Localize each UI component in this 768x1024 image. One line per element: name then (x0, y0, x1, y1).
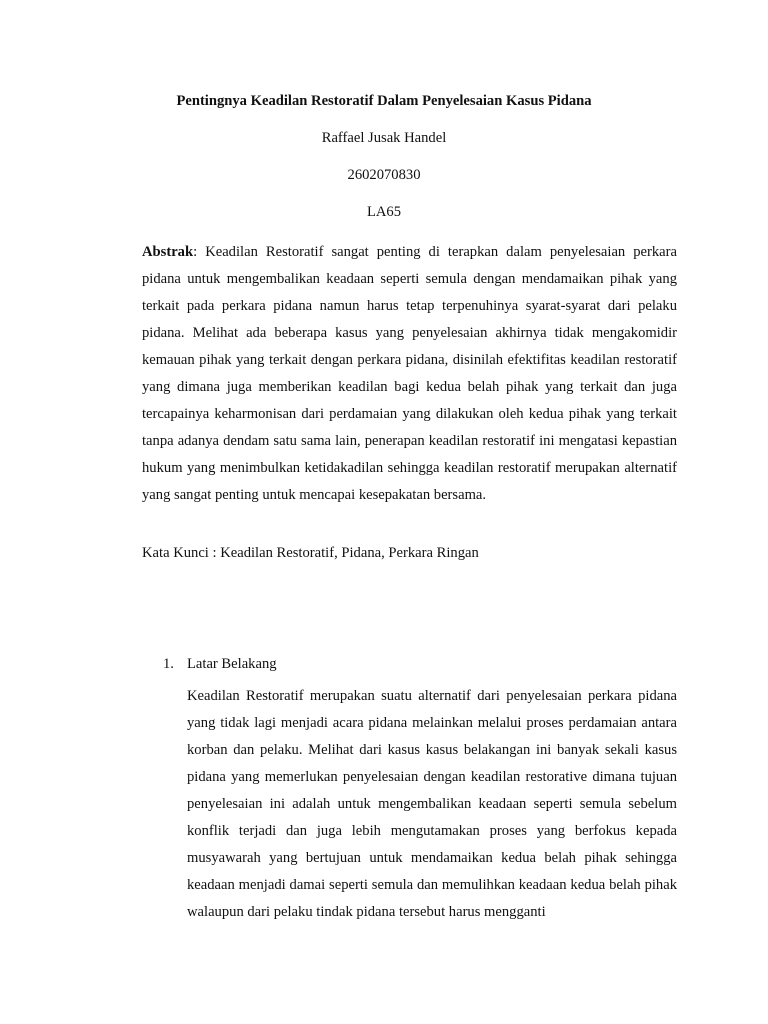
abstract-paragraph (142, 239, 677, 509)
author-name: Raffael Jusak Handel (321, 130, 447, 146)
section-heading (142, 656, 677, 678)
keywords-line: Kata Kunci : Keadilan Restoratif, Pidana, Perkara Ringan (142, 545, 479, 561)
section-number: 1. (163, 656, 174, 672)
abstract-separator: : (193, 244, 198, 260)
abstract-text: Keadilan Restoratif sangat penting di terapkan dalam penyelesaian perkara pidana untuk mengembalikan keadaan seperti semula dengan mendamaikan pihak yang terkait pada perkara pidana namun harus tetap terpenuhinya syarat-syarat dari pelaku pidana. Melihat ada beberapa kasus yang penyelesaian akhirnya tidak mengakomidir kemauan pihak yang terkait dengan perkara pidana, disinilah efektifitas keadilan restoratif yang dimana juga memberikan keadilan bagi kedua belah pihak yang terkait dan juga tercapainya keharmonisan dari perdamaian yang dilakukan oleh kedua pihak yang terkait tanpa adanya dendam satu sama lain, penerapan keadilan restoratif ini mengatasi kepastian hukum yang menimbulkan ketidakadilan sehingga keadilan restoratif merupakan alternatif yang sangat penting untuk mencapai kesepakatan bersama. (142, 244, 677, 503)
section-title: Latar Belakang (187, 656, 277, 672)
abstract-label: Abstrak (142, 244, 194, 260)
student-id: 2602070830 (347, 167, 421, 183)
section-latar-belakang (142, 656, 677, 920)
class-code: LA65 (366, 204, 402, 220)
document-title: Pentingnya Keadilan Restoratif Dalam Penyelesaian Kasus Pidana (176, 93, 592, 109)
section-body: Keadilan Restoratif merupakan suatu alternatif dari penyelesaian perkara pidana yang tidak lagi menjadi acara pidana melainkan melalui proses perdamaian antara korban dan pelaku. Melihat dari kasus kasus belakangan ini banyak sekali kasus pidana yang memerlukan penyelesaian dengan keadilan restorative dimana tujuan penyelesaian ini adalah untuk mengembalikan keadaan seperti semula sebelum konflik terjadi dan juga lebih mengutamakan proses yang berfokus kepada musyawarah yang bertujuan untuk mendamaikan kedua belah pihak sehingga keadaan menjadi damai seperti semula dan memulihkan keadaan kedua belah pihak walaupun dari pelaku tindak pidana tersebut harus mengganti (187, 688, 677, 920)
